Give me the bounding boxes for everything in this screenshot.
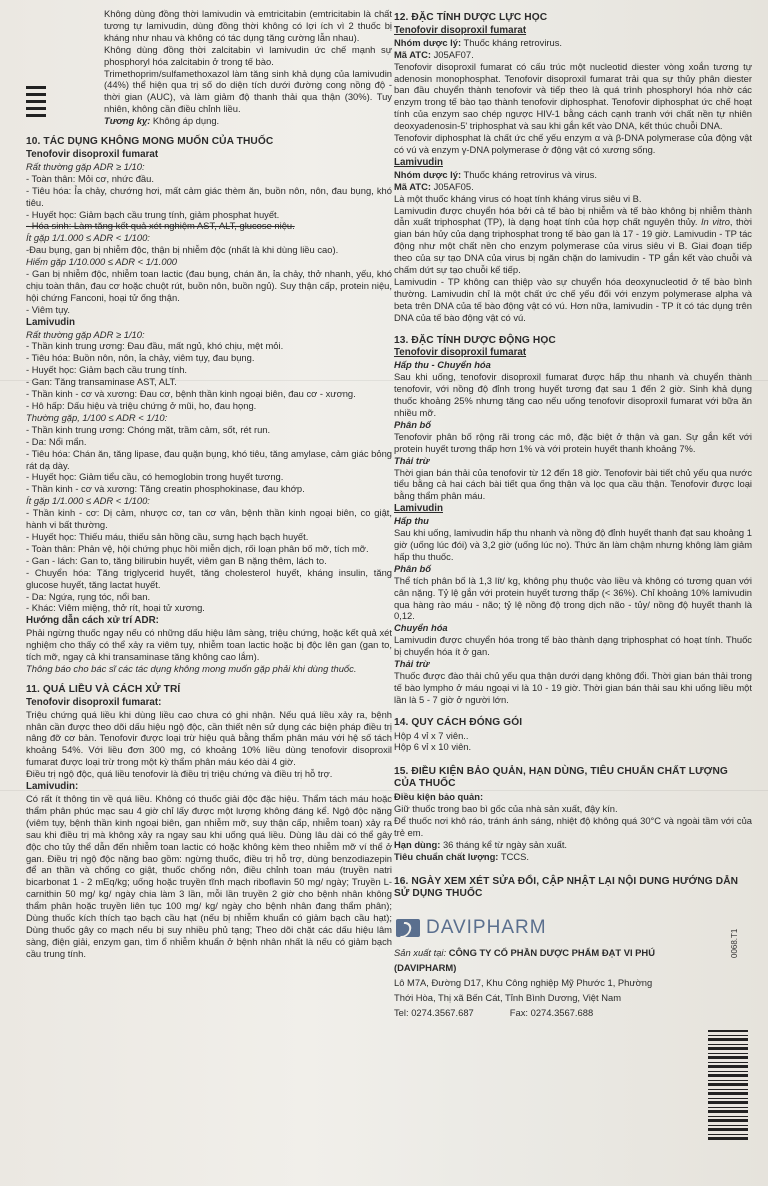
lamivudin-metabolism-text: Lamivudin được chuyển hóa trong tế bào thành dạng triphosphat có hoạt tính. Thuốc bị chuyển hóa ít ở gan. [394,634,752,658]
text-line: Tenofovir disoproxil fumarat có cấu trúc một nucleotid diester vòng xoắn tương tự adenosin monophosphat. Tenofovir disoproxil fumarat trải qua sự thủy phân diester ban đầu chuyển thành tenofovir và tiếp theo là quá trình phosphoryl hóa nhờ các enzym trong tế bào tạo thành tenofovir diphosphat. Tenofovir diphosphat ức chế hoạt tính của enzym sao chép ngược HIV-1 bằng cách cạnh tranh với chất nền tự nhiên deoxyadenosin-5' triphosphat và sau khi gắn kết vào DNA, kết thúc chuỗi DNA. [394,60,752,132]
text-line: - Thần kinh - cơ và xương: Đau cơ, bệnh thần kinh ngoại biên, đau cơ - xương. [26,388,356,400]
section-11-tenofovir-text: Triệu chứng quá liều khi dùng liều cao chưa có ghi nhận. Nếu quá liều xảy ra, bệnh nhân cần được theo dõi dấu hiệu ngộ độc, cần thiết nên sử dụng các biện pháp điều trị nâng đỡ cơ bản. Tenofovir được loại trừ hiệu quả bằng thẩm phân máu với hệ số tách khoảng 54%. Với liều đơn 300 mg, có khoảng 10% liều dùng tenofovir disoproxil fumarat được loại trừ trong một kỳ thẩm phân máu kéo dài 4 giờ. [26,708,392,768]
section-12-tenofovir-text [394,61,752,156]
lamivudin-absorption-text: Sau khi uống, lamivudin hấp thu nhanh và nồng độ đỉnh huyết thanh đạt sau khoảng 1 giờ (uống lúc đói) và 3,2 giờ (uống lúc no). Thức ăn làm chậm nhưng không làm giảm hấp thu thuốc. [394,527,752,562]
section-14-title: 14. QUY CÁCH ĐÓNG GÓI [394,716,523,728]
text-line: - Tiêu hóa: Chán ăn, tăng lipase, đau quặn bụng, khó tiêu, tăng amylase, cảm giác bỏng rát dạ dày. [26,447,392,471]
right-column [394,8,752,1019]
text-line: - Toàn thân: Phản vệ, hội chứng phục hồi miễn dịch, rối loạn phân bố mỡ, tích mỡ. [26,542,369,554]
barcode-marks [708,1030,748,1140]
adr-handling-text: Phải ngừng thuốc ngay nếu có những dấu hiệu lâm sàng, triệu chứng, hoặc kết quả xét nghiệm cho thấy có thể xảy ra viêm tụy, nhiễm toan lactic hoặc bị độc lên gan (gan to, tích mỡ, ngay cả khi transaminase tăng không cao lắm). [26,627,392,663]
shelf-life: Hạn dùng: 36 tháng kể từ ngày sản xuất. [394,838,568,850]
lamivudin-distribution-heading: Phân bố [394,562,431,574]
interactions-continued [26,8,392,115]
storage-line-1: Giữ thuốc trong bao bì gốc của nhà sản xuất, đậy kín. [394,803,618,815]
lamivudin-distribution-text: Thể tích phân bố là 1,3 lít/ kg, không phụ thuộc vào liều và không có tương quan với cân nặng. Tỷ lệ gắn với protein huyết tương thấp (< 36%). Chỉ khoảng 10% lamivudin qua hàng rào máu - não; tỷ lệ nồng độ trong dịch não - tủy/ nồng độ huyết thanh là 0,12. [394,574,752,622]
text-line: - Gan: Tăng transaminase AST, ALT. [26,376,177,388]
section-12-lamivudin-text-1: Là một thuốc kháng virus có hoạt tính kháng virus siêu vi B. [394,192,642,204]
section-11-lamivudin-heading: Lamivudin: [26,781,79,793]
tenofovir-distribution-heading: Phân bố [394,418,431,430]
incompatibility: Tương kỵ: Không áp dụng. [104,115,220,127]
section-13-tenofovir-heading: Tenofovir disoproxil fumarat [394,347,527,359]
text-line: -Đau bụng, gan bị nhiễm độc, thận bị nhiễm độc (nhất là khi dùng liều cao). [26,244,339,256]
section-16-title: 16. NGÀY XEM XÉT SỬA ĐỔI, CẬP NHẬT LẠI NỘI DUNG HƯỚNG DẪN SỬ DỤNG THUỐC [394,875,739,899]
text-line: - Tiêu hóa: Ỉa chảy, chướng hơi, mất cảm giác thèm ăn, buồn nôn, nôn, đau bụng, khó tiêu. [26,184,392,208]
section-11-lamivudin-text: Có rất ít thông tin về quá liều. Không có thuốc giải độc đặc hiệu. Thẩm tách máu hoặc thẩm phân phúc mạc sau 4 giờ chỉ lấy được một lượng không đáng kể. Ngộ độc nặng (viêm tụy, bệnh thần kinh ngoại biên, gan nhiễm mỡ, suy thận cấp, nhiễm toan) xảy ra sau khi điều trị mà không xảy ra ngay sau khi uống quá liều. Dùng lâu dài có thể gây độc cho tủy thể dẫn đến nhiễm toan lactic có hoặc không kèm theo nhiễm mỡ ví thể ở gan. Điều trị ngộ độc nặng bao gồm: ngừng thuốc, điều trị hỗ trợ, dùng benzodiazepin để an thần và chống co giật, thuốc chống nôn, điều chỉnh toan máu (truyền natri bicarbonat 1 - 2 mEq/kg; uống hoặc truyền tĩnh mạch riboflavin 50 mg/ ngày; Truyền L-carnithin 50 mg/ kg/ ngày chia làm 3 lần, mỗi lần truyền 2 giờ cho bệnh nhân không thẩm phân hoặc truyền liên tục 100 mg/ kg/ ngày cho bệnh nhân đang thẩm phân); Dùng thuốc kích thích tạo bạch cầu hạt (nếu bị nhiễm khuẩn có giảm bạch cầu hạt); Dùng thuốc gây co mạch nếu bị suy nhiều phủ tạng; Theo dõi chặt các dấu hiệu lâm sàng, điện giải, enzym gan, tìm ổ nhiễm khuẩn ở bệnh nhân nhất là nếu có giảm bạch cầu trung tính. [26,793,392,959]
text-line: Không dùng đồng thời lamivudin và emtricitabin (emtricitabin là chất tương tự lamivudin, dùng đồng thời không có lợi ích vì 2 thuốc bị kháng như nhau và không có tác dụng tăng cường lẫn nhau). [104,8,392,43]
pack-line-2: Hộp 6 vỉ x 10 viên. [394,741,472,753]
text-line: Ít gặp 1/1.000 ≤ ADR < 1/100: [26,495,150,507]
text-line: - Khác: Viêm miệng, thở rít, hoại tử xương. [26,602,205,614]
text-line: Rất thường gặp ADR ≥ 1/10: [26,328,145,340]
text-line: - Da: Ngứa, rụng tóc, nổi ban. [26,590,151,602]
davipharm-logo-text: DAVIPHARM [426,917,547,939]
text-line: - Huyết học: Giảm bạch cầu trung tính. [26,364,188,376]
storage-heading: Điều kiện bảo quản: [394,791,484,803]
tenofovir-distribution-text: Tenofovir phân bố rộng rãi trong các mô, đặc biệt ở thận và gan. Sự gắn kết với protein huyết tương thấp hơn 1% và với protein huyết thanh khoảng 7%. [394,430,752,454]
manufacturer: Sản xuất tại: CÔNG TY CỔ PHẦN DƯỢC PHẨM ĐẠT VI PHÚ [394,947,655,959]
text-line: - Hô hấp: Dấu hiệu và triệu chứng ở mũi, ho, đau họng. [26,400,257,411]
quality-standard: Tiêu chuẩn chất lượng: TCCS. [394,850,529,862]
text-line: - Toàn thân: Mỏi cơ, nhức đầu. [26,172,154,184]
section-13-title: 13. ĐẶC TÍNH DƯỢC ĐỘNG HỌC [394,334,556,346]
text-line: Rất thường gặp ADR ≥ 1/10: [26,160,145,172]
text-line: - Huyết học: Thiếu máu, thiếu sản hồng cầu, sưng hạch bạch huyết. [26,530,309,542]
left-column [26,8,392,960]
section-12-lamivudin-heading: Lamivudin [394,156,443,168]
section-10-tenofovir-list [26,161,392,316]
section-12-atc-2: Mã ATC: J05AF05. [394,180,474,192]
tenofovir-absorption-heading: Hấp thu - Chuyển hóa [394,359,491,371]
tenofovir-elimination-heading: Thải trừ [394,454,430,466]
text-line: Trimethoprim/sulfamethoxazol làm tăng sinh khả dụng của lamivudin (44%) thể hiện qua trị số do diện tích dưới đường cong nồng độ - thời gian (AUC), và làm giảm độ thanh thải qua thận (30%). Tuy nhiên, không cần điều chỉnh liều. [104,67,392,115]
section-12-lamivudin-text-3: Lamivudin - TP không can thiệp vào sự chuyển hóa deoxynucleotid ở tế bào bình thường. Lamivudin chỉ là một chất ức chế yếu đối với enzym polymerase alpha và beta trên DNA của tế bào động vật có vú. Hơn nữa, lamivudin - TP ít có tác dụng trên DNA của tế bào động vật có vú. [394,275,752,323]
contact-line: Tel: 0274.3567.687 Fax: 0274.3567.688 [394,1007,594,1019]
section-12-group-2: Nhóm dược lý: Thuốc kháng retrovirus và virus. [394,168,597,180]
section-12-group: Nhóm dược lý: Thuốc kháng retrovirus. [394,36,563,48]
storage-line-2: Để thuốc nơi khô ráo, tránh ánh sáng, nhiệt độ không quá 30°C và ngoài tầm với của trẻ em. [394,815,752,838]
text-line: - Huyết học: Giảm bạch cầu trung tính, giảm phosphat huyết. [26,208,280,220]
adr-handling-heading: Hướng dẫn cách xử trí ADR: [26,615,159,627]
section-10-title: 10. TÁC DỤNG KHÔNG MONG MUỐN CỦA THUỐC [26,136,274,148]
section-11-tenofovir-heading: Tenofovir disoproxil fumarat: [26,696,162,708]
section-10-tenofovir-heading: Tenofovir disoproxil fumarat [26,148,159,160]
tenofovir-elimination-text: Thời gian bán thải của tenofovir từ 12 đến 18 giờ. Tenofovir bài tiết chủ yếu qua nước tiểu bằng cả hai cách bài tiết qua ống thận và lọc qua cầu thận. Tenofovir được loại bằng thẩm phân máu. [394,466,752,502]
lamivudin-metabolism-heading: Chuyển hóa [394,622,448,634]
text-line: - Thần kinh - cơ và xương: Tăng creatin phosphokinase, đau khớp. [26,483,305,495]
section-12-lamivudin-text-2: Lamivudin được chuyển hóa bởi cả tế bào bị nhiễm và tế bào không bị nhiễm thành dẫn xuất triphosphat (TP), là dạng hoạt tính của hợp chất nguyên thủy. In vitro, thời gian bán hủy của dạng triphosphat trong tế bào gan là 17 - 19 giờ. Lamivudin - TP tác động như một chất nền cho enzym polymerase của virus siêu vi B. Giai đoạn tiếp theo của sự tạo DNA của virus bị ngăn chặn do lamivudin - TP gắn kết vào chuỗi và chấm dứt sự tạo chuỗi kế tiếp. [394,204,753,276]
section-12-title: 12. ĐẶC TÍNH DƯỢC LỰC HỌC [394,12,548,23]
document-code: 0068.T1 [730,928,739,958]
davipharm-logo-icon [396,919,420,937]
section-10-lamivudin-heading: Lamivudin [26,316,75,328]
text-line: - Gan - lách: Gan to, tăng bilirubin huyết, viêm gan B nặng thêm, lách to. [26,554,327,566]
text-line: - Thần kinh trung ương: Đau đầu, mất ngủ, khó chịu, mệt mỏi. [26,340,284,352]
text-line: - Viêm tụy. [26,303,70,315]
lamivudin-elimination-text: Thuốc được đào thải chủ yếu qua thận dưới dạng không đổi. Thời gian bán thải trong tế bào lympho ở máu ngoại vi là 10 - 19 giờ. Thời gian bán thải sau khi uống liều một lần là 5 - 7 giờ ở người lớn. [394,669,752,705]
section-12-tenofovir-heading: Tenofovir disoproxil fumarat [394,24,527,36]
text-line: - Da: Nổi mẩn. [26,435,87,447]
davipharm-logo [396,919,752,937]
section-12-atc: Mã ATC: J05AF07. [394,48,474,60]
manufacturer-abbr: (DAVIPHARM) [394,962,457,974]
text-line: - Gan bị nhiễm độc, nhiễm toan lactic (đau bụng, chán ăn, ỉa chảy, thở nhanh, yếu, khó chịu toàn thân, đau cơ hoặc chuột rút, buồn nôn, buồn ngủ). Suy thận cấp, protein niệu, hội chứng Fanconi, hoại tử ống thận. [26,268,392,303]
lamivudin-elimination-heading: Thải trừ [394,658,430,670]
text-line: - Thần kinh - cơ: Dị cảm, nhược cơ, tan cơ vân, bệnh thần kinh ngoại biên, co giật, hành vi bất thường. [26,507,392,531]
tenofovir-absorption-text: Sau khi uống, tenofovir disoproxil fumarat được hấp thu nhanh và chuyển thành tenofovir, với nồng độ đỉnh trong huyết tương đạt sau 1 đến 2 giờ. Sinh khả dụng thuốc khoảng 25% nhưng tăng cao nếu uống tenofovir disoproxil fumarat với bữa ăn nhiều mỡ. [394,371,752,418]
text-line: Thường gặp, 1/100 ≤ ADR < 1/10: [26,411,168,423]
pack-line-1: Hộp 4 vỉ x 7 viên.. [394,729,469,741]
text-line: Hiếm gặp 1/10.000 ≤ ADR < 1/1.000 [26,256,177,268]
section-11-title: 11. QUÁ LIỀU VÀ CÁCH XỬ TRÍ [26,683,181,695]
text-line: - Chuyển hóa: Tăng triglycerid huyết, tăng cholesterol huyết, kháng insulin, tăng glucose huyết, tăng lactat huyết. [26,566,392,590]
text-line: Ít gặp 1/1.000 ≤ ADR < 1/100: [26,232,150,244]
section-11-tenofovir-text-2: Điều trị ngộ độc, quá liều tenofovir là điều trị triệu chứng và điều trị hỗ trợ. [26,768,333,780]
text-line: - Tiêu hóa: Buồn nôn, nôn, ỉa chảy, viêm tụy, đau bụng. [26,352,255,364]
section-15-title: 15. ĐIỀU KIỆN BẢO QUẢN, HẠN DÙNG, TIÊU CHUẨN CHẤT LƯỢNG CỦA THUỐC [394,766,728,790]
address-line-2: Thới Hòa, Thị xã Bến Cát, Tỉnh Bình Dương, Việt Nam [394,992,622,1004]
adr-note: Thông báo cho bác sĩ các tác dụng không mong muốn gặp phải khi dùng thuốc. [26,662,357,674]
text-line: Không dùng đồng thời zalcitabin vì lamivudin ức chế mạnh sự phosphoryl hóa zalcitabin ở trong tế bào. [104,43,392,67]
section-10-lamivudin-list [26,329,392,615]
text-line: - Thần kinh trung ương: Chóng mặt, trầm cảm, sốt, rét run. [26,423,271,435]
lamivudin-absorption-heading: Hấp thu [394,515,429,527]
text-line: Tenofovir diphosphat là chất ức chế yếu enzym α và β-DNA polymerase của động vật có vú và enzym γ-DNA polymerase ở động vật có xương sống. [394,132,752,155]
address-line-1: Lô M7A, Đường D17, Khu Công nghiệp Mỹ Phước 1, Phường [394,977,653,989]
section-13-lamivudin-heading: Lamivudin [394,503,443,515]
text-line: - Hóa sinh: Làm tăng kết quả xét nghiệm AST, ALT, glucose niệu. [26,220,295,232]
text-line: - Huyết học: Giảm tiểu cầu, có hemoglobin trong huyết tương. [26,471,284,483]
